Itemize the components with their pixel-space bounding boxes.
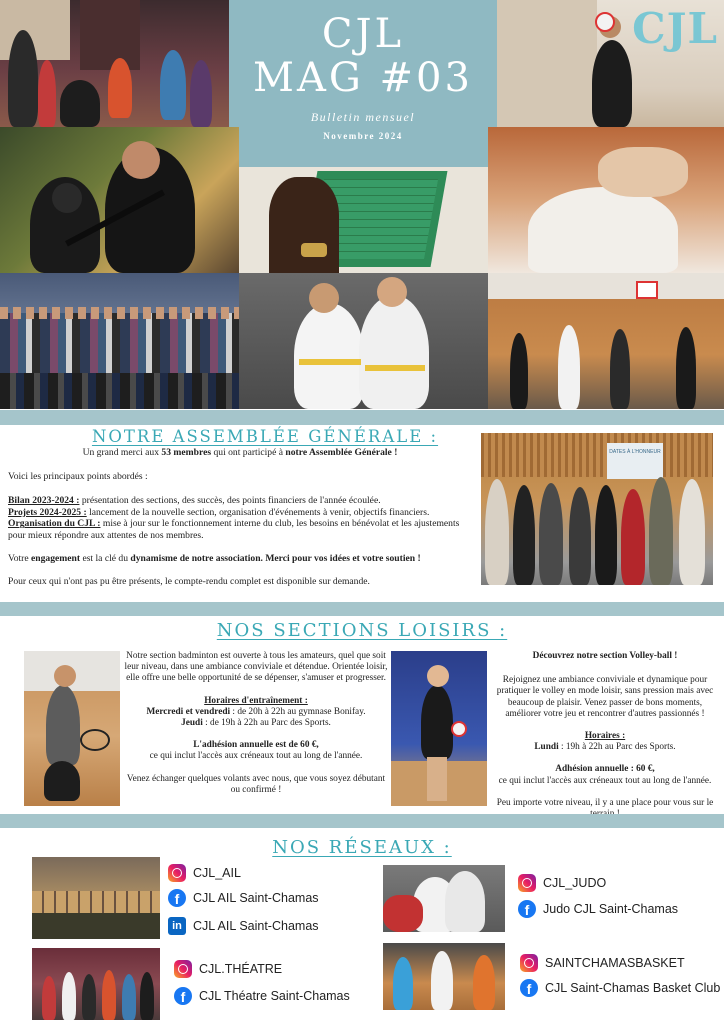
photo-assemblee xyxy=(481,433,713,585)
volley-desc: Rejoignez une ambiance conviviale et dynamique pour pratiquer le volley en mode loisir, sans pression mais avec beaucoup de plaisir. Venez passer de bons moments, améliorer votre jeu et rencontrer d'autres passionnés ! xyxy=(496,675,714,719)
magazine-title-box xyxy=(229,0,497,167)
photo-volleyball-serve xyxy=(497,0,724,127)
assemblee-projets: Projets 2024-2025 : lancement de la nouvelle section, organisation d'événements à venir, objectifs financiers. xyxy=(8,506,430,518)
badminton-intro: Notre section badminton est ouverte à tous les amateurs, quel que soit leur niveau, dans une ambiance conviviale et détendue. Orientée loisir, elle offre une belle opportunité de se dépenser, s'amuser et progresser. xyxy=(124,651,388,684)
photo-group xyxy=(0,273,239,409)
volley-intro: Découvrez notre section Volley-ball ! xyxy=(532,651,678,661)
instagram-icon xyxy=(518,874,536,892)
theatre-facebook-link[interactable]: f CJL Théatre Saint-Chamas xyxy=(174,987,350,1005)
photo-judo xyxy=(239,273,488,409)
section-bar-middle xyxy=(0,602,724,616)
badminton-adhesion-text: ce qui inclut l'accès aux créneaux tout au long de l'année. xyxy=(149,751,363,762)
badminton-closing: Venez échanger quelques volants avec nous, que vous soyez débutant ou confirmé ! xyxy=(126,773,386,795)
magazine-title: CJL MAG #03 xyxy=(253,11,473,101)
assemblee-title: NOTRE ASSEMBLÉE GÉNÉRALE : xyxy=(91,427,439,446)
badminton-text xyxy=(124,651,388,807)
assemblee-engagement: Votre engagement est la clé du dynamisme de notre association. Merci pour vos idées et votre soutien ! xyxy=(8,552,421,564)
photo-shooting xyxy=(0,127,239,273)
ail-instagram-link[interactable]: CJL_AIL xyxy=(168,864,241,882)
photo-badminton xyxy=(24,651,120,806)
photo-judo-network xyxy=(383,865,505,932)
badminton-horaires-label: Horaires d'entraînement : xyxy=(204,695,308,706)
ail-facebook-link[interactable]: f CJL AIL Saint-Chamas xyxy=(168,889,319,907)
basket-instagram-link[interactable]: SAINTCHAMASBASKET xyxy=(520,954,685,972)
volley-adhesion: Adhésion annuelle : 60 €, xyxy=(555,764,655,775)
assemblee-organisation: Organisation du CJL : mise à jour sur le fonctionnement interne du club, les besoins en bénévolat et les ajustements pour mieux répondre aux attentes de nos membres. xyxy=(8,518,460,541)
volley-horaires-label: Horaires : xyxy=(584,731,626,742)
assemblee-text xyxy=(8,447,472,599)
basket-facebook-link[interactable]: f CJL Saint-Chamas Basket Club xyxy=(520,979,720,997)
judo-instagram-link[interactable]: CJL_JUDO xyxy=(518,874,606,892)
photo-scrabble xyxy=(239,167,488,273)
photo-pottery xyxy=(488,127,724,273)
theatre-instagram-link[interactable]: CJL.THÉATRE xyxy=(174,960,282,978)
section-bar-bottom xyxy=(0,814,724,828)
instagram-icon xyxy=(520,954,538,972)
ail-linkedin-link[interactable]: in CJL AIL Saint-Chamas xyxy=(168,917,319,935)
volley-day: Lundi : 19h à 22h au Parc des Sports. xyxy=(534,742,676,753)
facebook-icon: f xyxy=(520,979,538,997)
photo-theatre-network xyxy=(32,948,160,1020)
judo-facebook-link[interactable]: f Judo CJL Saint-Chamas xyxy=(518,900,678,918)
volley-closing: Peu importe votre niveau, il y a une place pour vous sur le xyxy=(496,797,714,808)
instagram-icon xyxy=(168,864,186,882)
section-bar-top xyxy=(0,410,724,425)
assemblee-bilan: Bilan 2023-2024 : présentation des sections, des succès, des points financiers de l'année écoulée. xyxy=(8,495,381,507)
facebook-icon: f xyxy=(168,889,186,907)
volley-adhesion-text: ce qui inclut l'accès aux créneaux tout au long de l'année. xyxy=(498,775,712,786)
assemblee-screen-text: DATES À L'HONNEUR xyxy=(609,449,661,455)
assemblee-compte-rendu: Pour ceux qui n'ont pas pu être présents, le compte-rendu complet est disponible sur demande. xyxy=(8,576,370,588)
badminton-day1: Mercredi et vendredi : de 20h à 22h au gymnase Bonifay. xyxy=(146,706,366,717)
reseaux-title: NOS RÉSEAUX : xyxy=(272,837,452,858)
linkedin-icon: in xyxy=(168,917,186,935)
photo-volleyball xyxy=(391,651,487,806)
photo-basket-network xyxy=(383,943,505,1010)
badminton-adhesion: L'adhésion annuelle est de 60 €, xyxy=(193,740,319,751)
loisirs-title: NOS SECTIONS LOISIRS : xyxy=(216,620,508,641)
photo-theatre xyxy=(0,0,229,127)
photo-basketball xyxy=(488,273,724,409)
facebook-icon: f xyxy=(174,987,192,1005)
volley-text xyxy=(490,651,720,831)
assemblee-intro: Un grand merci aux 53 membres qui ont participé à notre Assemblée Générale ! xyxy=(82,447,398,458)
instagram-icon xyxy=(174,960,192,978)
facebook-icon: f xyxy=(518,900,536,918)
badminton-day2: Jeudi : de 19h à 22h au Parc des Sports. xyxy=(181,718,331,729)
magazine-date: Novembre 2024 xyxy=(323,131,403,141)
photo-ail xyxy=(32,857,160,939)
cjl-logo: CJL xyxy=(632,4,718,53)
assemblee-points-intro: Voici les principaux points abordés : xyxy=(8,470,148,482)
magazine-subtitle: Bulletin mensuel xyxy=(310,110,416,124)
